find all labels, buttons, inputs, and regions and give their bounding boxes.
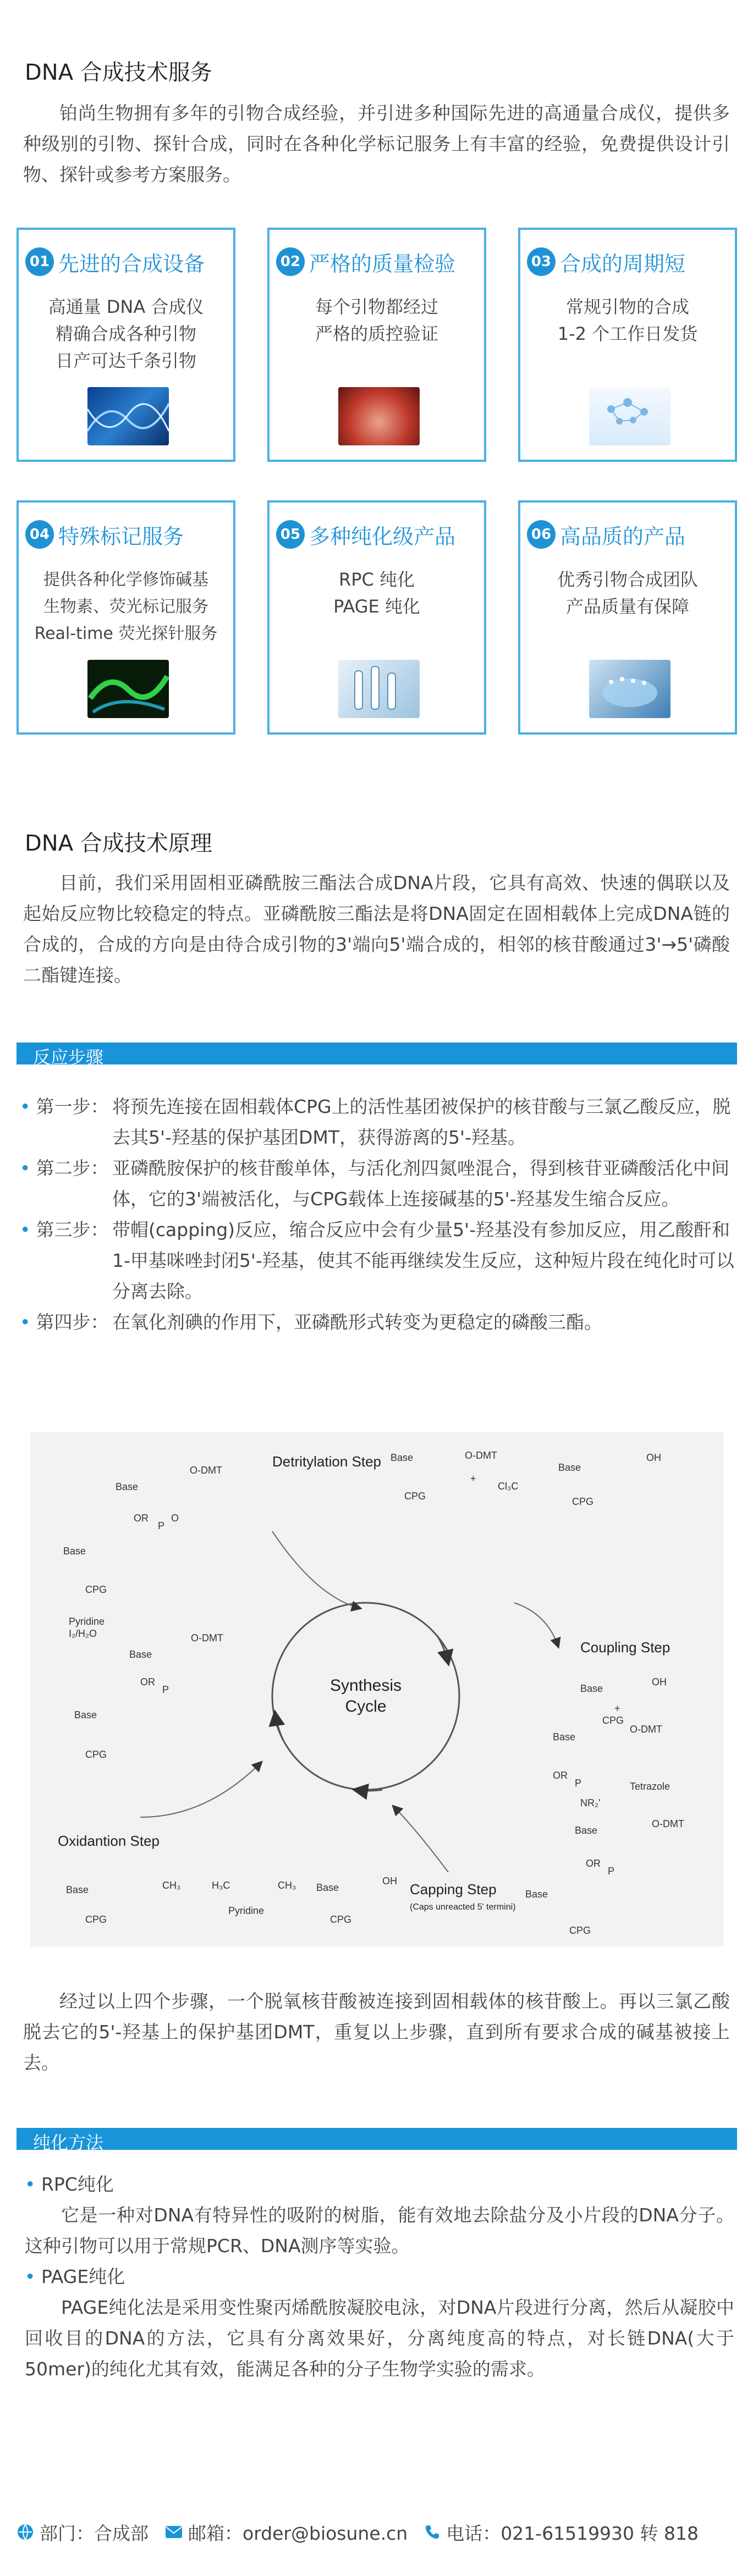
svg-text:OH: OH — [652, 1676, 667, 1687]
purify-banner-label: 纯化方法 — [33, 2132, 104, 2153]
card-line: RPC 纯化 — [338, 569, 415, 590]
svg-text:OR: OR — [586, 1858, 601, 1869]
page-title: DNA 合成技术服务 — [25, 60, 212, 85]
petri-dish-image — [338, 387, 420, 445]
svg-text:NR₂': NR₂' — [580, 1797, 601, 1808]
svg-text:I₂/H₂O: I₂/H₂O — [69, 1628, 97, 1639]
footer-email[interactable]: 邮箱：order@biosune.cn — [188, 2522, 408, 2544]
globe-icon — [17, 2523, 34, 2541]
lab-glove-image — [589, 660, 670, 718]
svg-text:Pyridine: Pyridine — [69, 1616, 105, 1627]
svg-text:Base: Base — [580, 1683, 603, 1694]
step-label: 第三步： — [36, 1219, 109, 1240]
cycle-label: Synthesis — [329, 1676, 402, 1695]
svg-text:P: P — [158, 1520, 165, 1531]
fluorescence-image — [87, 660, 169, 718]
card-title: 合成的周期短 — [560, 251, 686, 276]
svg-text:OR: OR — [553, 1770, 568, 1781]
svg-text:CPG: CPG — [85, 1749, 107, 1760]
card-line: 1-2 个工作日发货 — [557, 323, 698, 344]
svg-text:O-DMT: O-DMT — [465, 1450, 497, 1461]
feature-card — [267, 228, 486, 462]
step-text: 带帽(capping)反应，缩合反应中会有少量5'-羟基没有参加反应，用乙酸酐和1-甲基咪唑封闭5'-羟基，使其不能再继续发生反应，这种短片段在纯化时可以分离去除。 — [112, 1219, 734, 1302]
purify-text: 它是一种对DNA有特异性的吸附的树脂，能有效地去除盐分及小片段的DNA分子。这种引物可以用于常规PCR、DNA测序等实验。 — [25, 2204, 734, 2257]
step-label: 第一步： — [36, 1096, 109, 1117]
svg-text:OH: OH — [382, 1876, 397, 1887]
svg-text:CPG: CPG — [602, 1715, 624, 1726]
card-line: 优秀引物合成团队 — [557, 569, 698, 590]
svg-text:O-DMT: O-DMT — [190, 1465, 222, 1476]
svg-text:Tetrazole: Tetrazole — [630, 1781, 670, 1792]
card-line: 严格的质控验证 — [315, 323, 438, 344]
svg-text:P: P — [608, 1866, 615, 1877]
step-text: 将预先连接在固相载体CPG上的活性基团被保护的核苷酸与三氯乙酸反应，脱去其5'-羟基的保护基团DMT，获得游离的5'-羟基。 — [112, 1096, 731, 1148]
svg-text:O-DMT: O-DMT — [191, 1632, 223, 1643]
cycle-circle — [272, 1603, 459, 1790]
coupling-label: Coupling Step — [580, 1639, 670, 1656]
intro-paragraph: 铂尚生物拥有多年的引物合成经验，并引进多种国际先进的高通量合成仪，提供多种级别的引物、探针合成，同时在各种化学标记服务上有丰富的经验，免费提供设计引物、探针或参考方案服务。 — [23, 102, 730, 185]
svg-text:CH₃: CH₃ — [162, 1880, 181, 1891]
svg-text:Base: Base — [63, 1546, 86, 1557]
card-title: 先进的合成设备 — [58, 251, 205, 276]
phone-icon — [424, 2524, 441, 2540]
svg-text:Base: Base — [558, 1462, 581, 1473]
svg-text:Pyridine: Pyridine — [228, 1905, 265, 1916]
svg-text:+: + — [614, 1703, 620, 1714]
capping-sub-label: (Caps unreacted 5' termini) — [410, 1902, 516, 1912]
card-number: 03 — [527, 247, 556, 276]
step-text: 在氧化剂碘的作用下，亚磷酰形式转变为更稳定的磷酸三酯。 — [112, 1311, 602, 1333]
purify-text: PAGE纯化法是采用变性聚丙烯酰胺凝胶电泳，对DNA片段进行分离，然后从凝胶中回收目的DNA的方法，它具有分离效果好，分离纯度高的特点，对长链DNA(大于50mer)的纯化尤其有效，能满足各种的分子生物学实验的需求。 — [25, 2297, 734, 2380]
oxidation-label: Oxidantion Step — [58, 1833, 160, 1849]
detritylation-label: Detritylation Step — [272, 1453, 381, 1470]
svg-text:O: O — [171, 1513, 179, 1524]
feature-card — [518, 500, 737, 735]
svg-text:O-DMT: O-DMT — [652, 1818, 684, 1829]
svg-text:O-DMT: O-DMT — [630, 1724, 662, 1735]
card-line: Real-time 荧光探针服务 — [34, 624, 218, 643]
molecule-hand-image — [589, 387, 670, 445]
card-number: 02 — [276, 247, 305, 276]
svg-text:CPG: CPG — [404, 1491, 426, 1502]
card-number: 05 — [276, 520, 305, 549]
card-title: 多种纯化级产品 — [309, 524, 456, 549]
card-number: 01 — [25, 247, 54, 276]
svg-text:Cl₃C: Cl₃C — [498, 1481, 519, 1492]
svg-text:Base: Base — [525, 1889, 548, 1900]
steps-banner-label: 反应步骤 — [33, 1047, 104, 1068]
svg-text:OR: OR — [140, 1676, 155, 1687]
synthesis-cycle-diagram — [30, 1432, 723, 1946]
purify-name: RPC纯化 — [41, 2174, 114, 2195]
svg-text:Base: Base — [575, 1825, 598, 1836]
svg-text:Base: Base — [74, 1709, 97, 1720]
card-line: 提供各种化学修饰碱基 — [43, 570, 208, 589]
feature-card — [17, 228, 235, 462]
dna-helix-image — [87, 387, 169, 445]
lab-tubes-image — [338, 660, 420, 718]
card-title: 特殊标记服务 — [58, 524, 184, 549]
card-number: 04 — [25, 520, 54, 549]
card-line: 常规引物的合成 — [565, 296, 689, 317]
svg-text:Base: Base — [391, 1452, 414, 1463]
step-label: 第二步： — [36, 1157, 109, 1179]
svg-text:+: + — [470, 1473, 476, 1484]
principle-title: DNA 合成技术原理 — [25, 831, 212, 856]
card-title: 严格的质量检验 — [309, 251, 456, 276]
contact-footer — [17, 2518, 743, 2546]
svg-text:Base: Base — [66, 1884, 89, 1895]
svg-text:CPG: CPG — [85, 1584, 107, 1595]
svg-text:OR: OR — [134, 1513, 149, 1524]
footer-phone[interactable]: 电话：021-61519930 转 818 — [446, 2522, 699, 2544]
principle-paragraph: 目前，我们采用固相亚磷酰胺三酯法合成DNA片段，它具有高效、快速的偶联以及起始反应物比较稳定的特点。亚磷酰胺三酯法是将DNA固定在固相载体上完成DNA链的合成的，合成的方向是由待合成引物的3'端向5'端合成的，相邻的核苷酸通过3'→5'磷酸二酯键连接。 — [23, 872, 730, 986]
step-item: • 第一步： 将预先连接在固相载体CPG上的活性基团被保护的核苷酸与三氯乙酸反应，脱去其5'-羟基的保护基团DMT，获得游离的5'-羟基。 — [20, 1096, 731, 1148]
step-item: • 第四步： 在氧化剂碘的作用下，亚磷酰形式转变为更稳定的磷酸三酯。 — [20, 1311, 602, 1333]
card-line: 高通量 DNA 合成仪 — [48, 296, 204, 317]
svg-text:P: P — [575, 1778, 582, 1789]
card-line: 每个引物都经过 — [315, 296, 438, 317]
svg-text:Base: Base — [316, 1882, 339, 1893]
card-number: 06 — [527, 520, 556, 549]
card-line: 精确合成各种引物 — [55, 323, 196, 344]
feature-card — [518, 228, 737, 462]
footer-dept: 部门：合成部 — [40, 2522, 149, 2544]
card-line: PAGE 纯化 — [333, 596, 420, 617]
summary-paragraph: 经过以上四个步骤，一个脱氧核苷酸被连接到固相载体的核苷酸上。再以三氯乙酸脱去它的5'-羟基上的保护基团DMT，重复以上步骤，直到所有要求合成的碱基被接上去。 — [23, 1990, 730, 2073]
card-line: 日产可达千条引物 — [55, 350, 196, 371]
step-item: • 第三步： 带帽(capping)反应，缩合反应中会有少量5'-羟基没有参加反应，用乙酸酐和1-甲基咪唑封闭5'-羟基，使其不能再继续发生反应，这种短片段在纯化时可以分离去除。 — [20, 1219, 734, 1302]
card-title: 高品质的产品 — [560, 524, 686, 549]
svg-text:P: P — [162, 1684, 169, 1695]
step-item: • 第二步： 亚磷酰胺保护的核苷酸单体，与活化剂四氮唑混合，得到核苷亚磷酸活化中间体，它的3'端被活化，与CPG载体上连接碱基的5'-羟基发生缩合反应。 — [20, 1157, 729, 1210]
svg-text:CH₃: CH₃ — [278, 1880, 296, 1891]
svg-text:H₃C: H₃C — [212, 1880, 230, 1891]
svg-text:Base: Base — [116, 1481, 139, 1492]
feature-card — [17, 500, 235, 735]
step-label: 第四步： — [36, 1311, 109, 1333]
step-text: 亚磷酰胺保护的核苷酸单体，与活化剂四氮唑混合，得到核苷亚磷酸活化中间体，它的3'端被活化，与CPG载体上连接碱基的5'-羟基发生缩合反应。 — [112, 1157, 729, 1210]
steps-list — [20, 1091, 735, 1338]
steps-banner — [17, 1042, 737, 1068]
svg-text:CPG: CPG — [569, 1925, 591, 1936]
svg-text:CPG: CPG — [85, 1914, 107, 1925]
purify-banner — [17, 2128, 737, 2153]
svg-text:CPG: CPG — [572, 1496, 594, 1507]
purify-name: PAGE纯化 — [41, 2266, 125, 2287]
card-line: 生物素、荧光标记服务 — [43, 597, 208, 616]
mail-icon — [165, 2525, 183, 2539]
svg-text:OH: OH — [646, 1452, 661, 1463]
purify-item: • RPC纯化 它是一种对DNA有特异性的吸附的树脂，能有效地去除盐分及小片段的DNA分子。这种引物可以用于常规PCR、DNA测序等实验。 • PAGE纯化 PAGE纯化法是采用变性聚丙烯酰胺凝胶电泳，对DNA片段进行分离，然后从凝胶中回收目的DNA的方法，它具有分离效果好，分离纯度高的特点，对长链DNA(大于50mer)的纯化尤其有效，能满足各种的分子生物学实验的需求。 — [25, 2169, 734, 2385]
svg-text:Base: Base — [553, 1731, 576, 1742]
card-line: 产品质量有保障 — [565, 596, 689, 617]
svg-text:Base: Base — [129, 1649, 152, 1660]
feature-card — [267, 500, 486, 735]
capping-label: Capping Step — [410, 1881, 497, 1897]
svg-text:CPG: CPG — [330, 1914, 352, 1925]
cycle-label: Cycle — [345, 1697, 387, 1716]
